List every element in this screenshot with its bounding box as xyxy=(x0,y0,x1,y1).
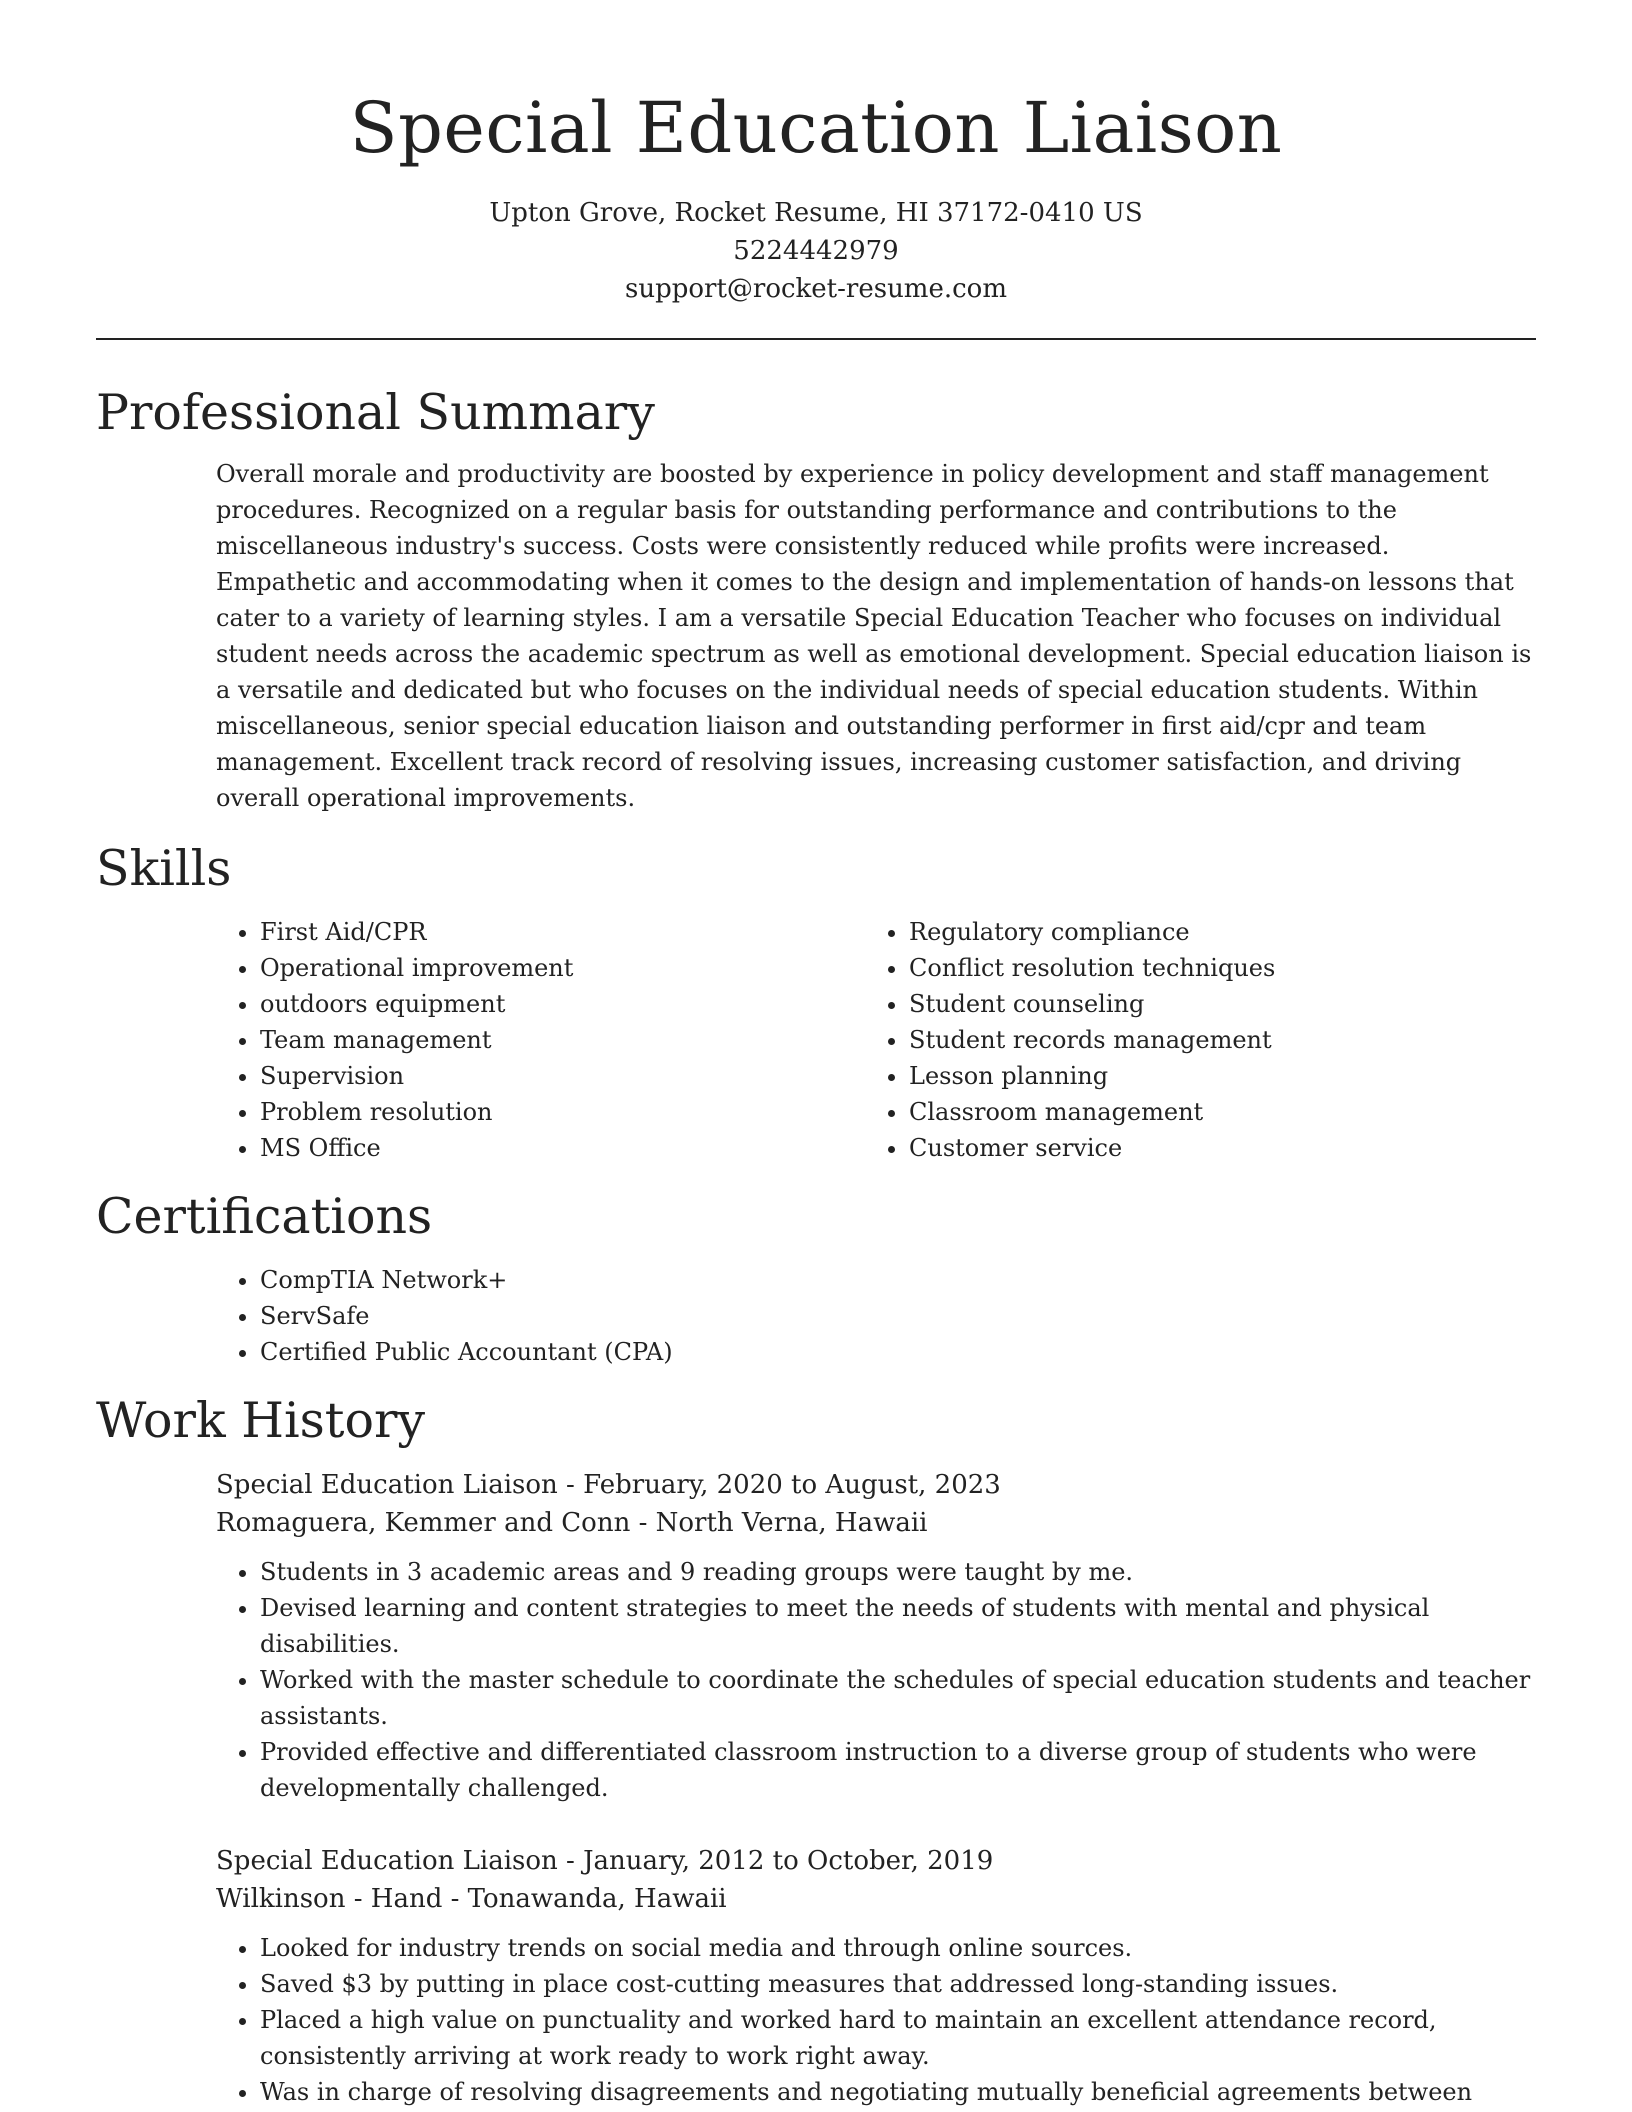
certification-item: • CompTIA Network+ xyxy=(260,1262,1536,1298)
job-title-line xyxy=(216,1466,1536,1504)
certification-item: • ServSafe xyxy=(260,1298,1536,1334)
email: support@rocket-resume.com xyxy=(624,274,1007,304)
summary-heading: Professional Summary xyxy=(96,384,655,441)
resume-page xyxy=(96,0,1536,2110)
skills-heading: Skills xyxy=(96,840,232,897)
address: Upton Grove, Rocket Resume, HI 37172-0410 US xyxy=(489,198,1143,228)
skill-item: • Supervision xyxy=(260,1058,865,1094)
skill-item: • MS Office xyxy=(260,1130,865,1166)
phone: 5224442979 xyxy=(733,236,899,266)
job-entry xyxy=(216,1466,1536,1806)
skill-item: • Customer service xyxy=(909,1130,1514,1166)
skill-item: • Student records management xyxy=(909,1022,1514,1058)
job-company-line xyxy=(216,1504,1536,1542)
summary-section xyxy=(96,382,1536,816)
job-dates: - February, 2020 to August, 2023 xyxy=(557,1470,1001,1500)
skill-item: • Conflict resolution techniques xyxy=(909,950,1514,986)
skill-item: • Classroom management xyxy=(909,1094,1514,1130)
job-bullet: • Looked for industry trends on social media and through online sources. xyxy=(260,1930,1536,1966)
work-history-heading: Work History xyxy=(96,1392,426,1449)
job-bullets xyxy=(216,1554,1536,1806)
job-entry xyxy=(216,1842,1536,2110)
skills-section xyxy=(96,838,1536,1166)
job-title: Special Education Liaison xyxy=(216,1846,558,1876)
job-title: Special Education Liaison xyxy=(216,1470,558,1500)
skill-item: • Student counseling xyxy=(909,986,1514,1022)
job-bullets xyxy=(216,1930,1536,2110)
job-bullet: • Saved $3 by putting in place cost-cutting measures that addressed long-standing issues. xyxy=(260,1966,1536,2002)
job-dates: - January, 2012 to October, 2019 xyxy=(557,1846,994,1876)
work-history-section xyxy=(96,1390,1536,2110)
job-company: Romaguera, Kemmer and Conn xyxy=(216,1508,631,1538)
skill-item: • Lesson planning xyxy=(909,1058,1514,1094)
certifications-section xyxy=(96,1186,1536,1370)
job-title-line xyxy=(216,1842,1536,1880)
skill-item: • outdoors equipment xyxy=(260,986,865,1022)
certification-item: • Certified Public Accountant (CPA) xyxy=(260,1334,1536,1370)
job-bullet: • Was in charge of resolving disagreements and negotiating mutually beneficial agreements between xyxy=(260,2074,1536,2110)
skill-item: • Team management xyxy=(260,1022,865,1058)
certifications-heading: Certifications xyxy=(96,1188,433,1245)
job-bullet: • Placed a high value on punctuality and worked hard to maintain an excellent attendance record, consistently arriving at work ready to work right away. xyxy=(260,2002,1536,2074)
contact-block xyxy=(96,194,1536,308)
skills-columns xyxy=(216,914,1536,1166)
header-divider xyxy=(96,338,1536,340)
skill-item: • Regulatory compliance xyxy=(909,914,1514,950)
skills-list-left xyxy=(216,914,865,1166)
skill-item: • First Aid/CPR xyxy=(260,914,865,950)
job-company-line xyxy=(216,1880,1536,1918)
skill-item: • Problem resolution xyxy=(260,1094,865,1130)
resume-header xyxy=(96,0,1536,308)
skills-list-right xyxy=(865,914,1514,1166)
certifications-list xyxy=(216,1262,1536,1370)
job-location: - North Verna, Hawaii xyxy=(630,1508,928,1538)
job-location: - Tonawanda, Hawaii xyxy=(442,1884,727,1914)
certifications-block xyxy=(216,1262,1536,1370)
job-bullet: • Students in 3 academic areas and 9 reading groups were taught by me. xyxy=(260,1554,1536,1590)
candidate-name: Special Education Liaison xyxy=(349,87,1283,169)
job-bullet: • Devised learning and content strategies to meet the needs of students with mental and physical disabilities. xyxy=(260,1590,1536,1662)
skill-item: • Operational improvement xyxy=(260,950,865,986)
job-bullet: • Provided effective and differentiated classroom instruction to a diverse group of students who were developmentally challenged. xyxy=(260,1734,1536,1806)
job-bullet: • Worked with the master schedule to coordinate the schedules of special education students and teacher assistants. xyxy=(260,1662,1536,1734)
job-company: Wilkinson - Hand xyxy=(216,1884,443,1914)
summary-text: Overall morale and productivity are boosted by experience in policy development and staff management procedures. Recognized on a regular basis for outstanding performance and contributions to the miscellaneous industry's success. Costs were consistently reduced while profits were increased. Empathetic and accommodating when it comes to the design and implementation of hands-on lessons that cater to a variety of learning styles. I am a versatile Special Education Teacher who focuses on individual student needs across the academic spectrum as well as emotional development. Special education liaison is a versatile and dedicated but who focuses on the individual needs of special education students. Within miscellaneous, senior special education liaison and outstanding performer in first aid/cpr and team management. Excellent track record of resolving issues, increasing customer satisfaction, and driving overall operational improvements. xyxy=(216,460,1532,812)
